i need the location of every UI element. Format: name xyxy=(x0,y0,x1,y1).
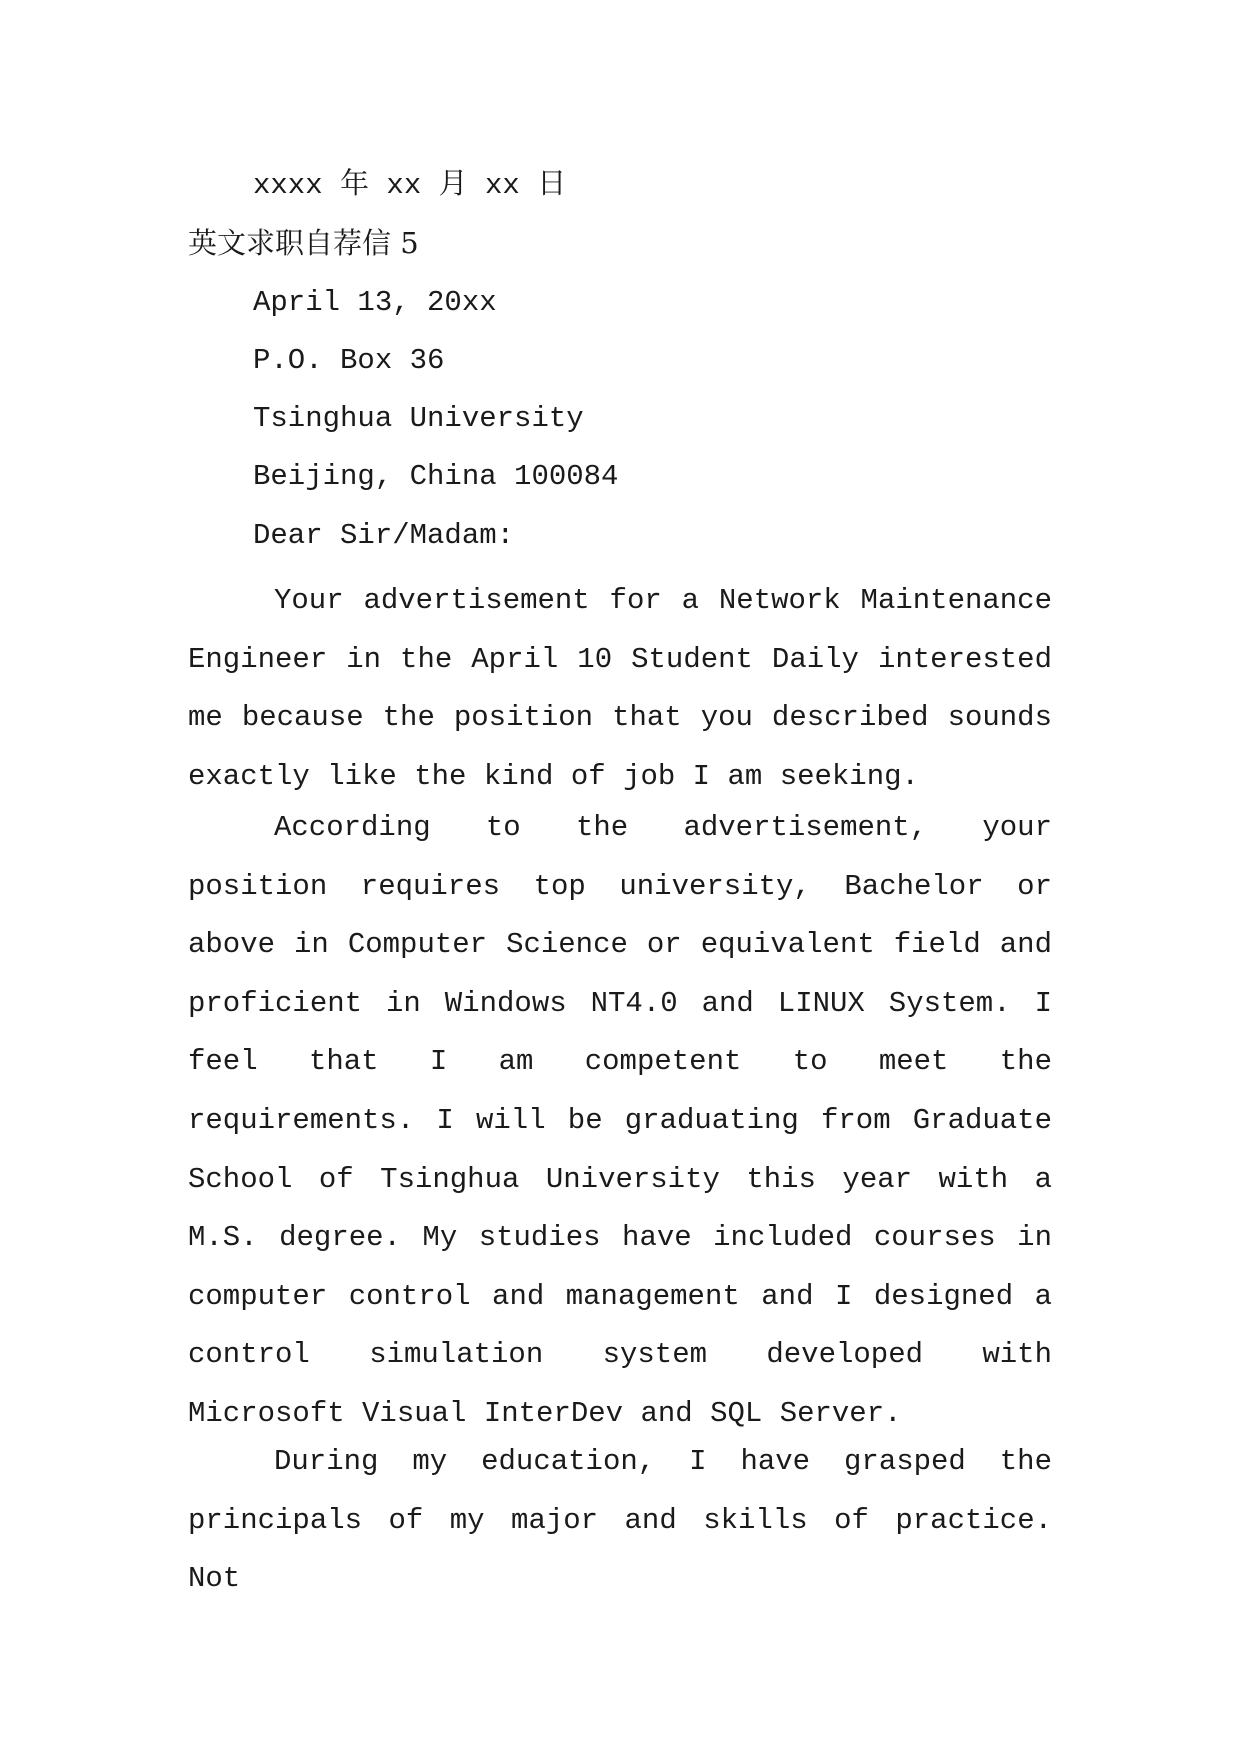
salutation: Dear Sir/Madam: xyxy=(253,519,515,552)
address-line-2: Tsinghua University xyxy=(253,402,584,435)
address-line-3: Beijing, China 100084 xyxy=(253,460,619,493)
address-line-1: P.O. Box 36 xyxy=(253,344,445,377)
body-paragraph-1: Your advertisement for a Network Maintenance Engineer in the April 10 Student Daily interested me because the position that you described sounds exactly like the kind of job I am seeking. xyxy=(188,584,1052,793)
section-heading: 英文求职自荐信 5 xyxy=(188,226,419,260)
body-paragraph-2: According to the advertisement, your position requires top university, Bachelor or above in Computer Science or equivalent field and proficient in Windows NT4.0 and LINUX System. I feel that I am competent to meet the requirements. I will be graduating from Graduate School of Tsinghua University this year with a M.S. degree. My studies have included courses in computer control and management and I designed a control simulation system developed with Microsoft Visual InterDev and SQL Server. xyxy=(188,811,1052,1430)
letter-date: April 13, 20xx xyxy=(253,286,497,319)
body-paragraph-3: During my education, I have grasped the principals of my major and skills of practice. Not xyxy=(188,1445,1052,1596)
date-line: xxxx 年 xx 月 xx 日 xyxy=(253,169,567,202)
